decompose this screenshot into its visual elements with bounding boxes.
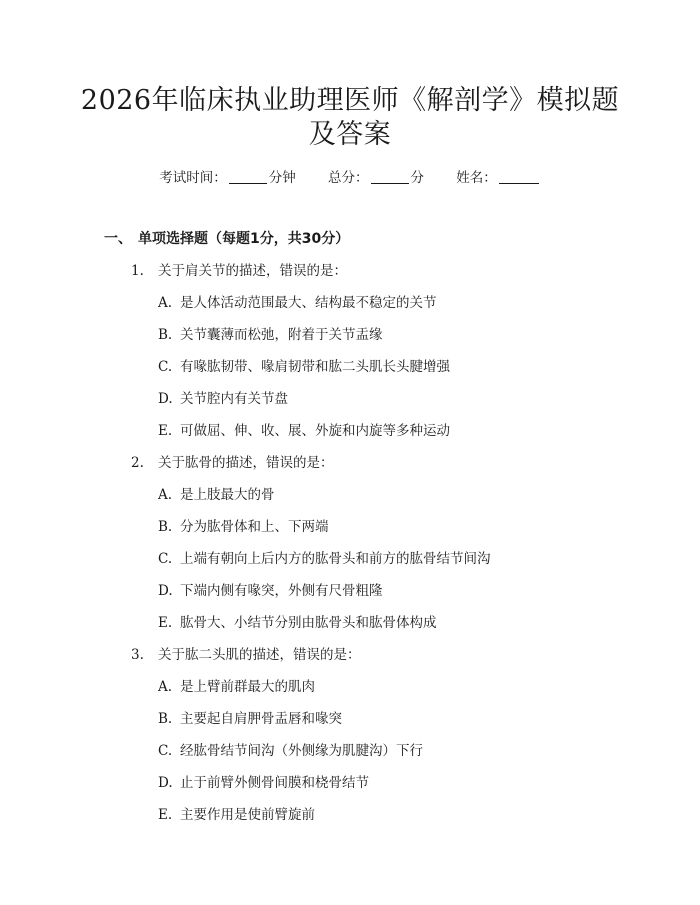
total-score-unit: 分 — [410, 170, 424, 186]
option-letter: B. — [158, 519, 173, 535]
question-3 — [131, 645, 361, 665]
option-text: 经肱骨结节间沟（外侧缘为肌腱沟）下行 — [180, 743, 423, 759]
option-letter: D. — [158, 583, 173, 599]
question-3-option-c — [158, 741, 423, 761]
option-letter: D. — [158, 391, 173, 407]
option-text: 上端有朝向上后内方的肱骨头和前方的肱骨结节间沟 — [180, 551, 491, 567]
option-letter: C. — [158, 359, 173, 375]
document-title-line-1: 2026年临床执业助理医师《解剖学》模拟题 — [80, 85, 620, 116]
option-letter: E. — [158, 615, 173, 631]
name-blank — [499, 169, 539, 184]
section-heading — [104, 229, 349, 249]
option-text: 止于前臂外侧骨间膜和桡骨结节 — [180, 775, 369, 791]
question-text: 关于肩关节的描述，错误的是： — [158, 263, 347, 279]
option-text: 主要起自肩胛骨盂唇和喙突 — [180, 711, 342, 727]
question-2-option-d — [158, 581, 383, 601]
question-1-option-a — [158, 293, 437, 313]
question-1-option-c — [158, 357, 450, 377]
question-text: 关于肱骨的描述，错误的是： — [158, 455, 334, 471]
option-text: 有喙肱韧带、喙肩韧带和肱二头肌长头腱增强 — [180, 359, 450, 375]
question-2 — [131, 453, 334, 473]
question-3-option-a — [158, 677, 315, 697]
option-text: 关节囊薄而松弛，附着于关节盂缘 — [180, 327, 383, 343]
question-1-option-b — [158, 325, 383, 345]
option-letter: B. — [158, 711, 173, 727]
question-1-option-d — [158, 389, 288, 409]
option-letter: A. — [158, 679, 173, 695]
option-letter: A. — [158, 487, 173, 503]
section-number: 一、 — [104, 231, 132, 247]
option-text: 是人体活动范围最大、结构最不稳定的关节 — [180, 295, 437, 311]
exam-info-line — [0, 168, 700, 188]
exam-time-unit: 分钟 — [268, 170, 296, 186]
name-label: 姓名： — [456, 170, 497, 186]
option-letter: E. — [158, 423, 173, 439]
option-text: 主要作用是使前臂旋前 — [180, 807, 315, 823]
total-score-blank — [371, 169, 409, 184]
total-score-field — [328, 168, 424, 188]
option-text: 是上肢最大的骨 — [180, 487, 275, 503]
option-text: 下端内侧有喙突，外侧有尺骨粗隆 — [180, 583, 383, 599]
question-2-option-a — [158, 485, 275, 505]
question-2-option-b — [158, 517, 329, 537]
option-letter: C. — [158, 743, 173, 759]
option-text: 关节腔内有关节盘 — [180, 391, 288, 407]
exam-time-blank — [229, 169, 267, 184]
question-number: 3. — [131, 647, 144, 663]
option-letter: C. — [158, 551, 173, 567]
option-text: 是上臂前群最大的肌肉 — [180, 679, 315, 695]
question-3-option-e — [158, 805, 315, 825]
document-title-line-2: 及答案 — [308, 119, 392, 150]
option-text: 分为肱骨体和上、下两端 — [180, 519, 329, 535]
exam-time-field — [159, 168, 296, 188]
question-number: 1. — [131, 263, 144, 279]
question-number: 2. — [131, 455, 144, 471]
total-score-label: 总分： — [328, 170, 369, 186]
question-1-option-e — [158, 421, 450, 441]
question-2-option-c — [158, 549, 491, 569]
option-text: 肱骨大、小结节分别由肱骨头和肱骨体构成 — [180, 615, 437, 631]
name-field — [456, 168, 541, 188]
option-letter: B. — [158, 327, 173, 343]
option-letter: A. — [158, 295, 173, 311]
option-letter: D. — [158, 775, 173, 791]
question-3-option-d — [158, 773, 369, 793]
question-1 — [131, 261, 347, 281]
question-2-option-e — [158, 613, 437, 633]
question-3-option-b — [158, 709, 342, 729]
question-text: 关于肱二头肌的描述，错误的是： — [158, 647, 361, 663]
option-text: 可做屈、伸、收、展、外旋和内旋等多种运动 — [180, 423, 450, 439]
option-letter: E. — [158, 807, 173, 823]
section-title: 单项选择题（每题1分，共30分） — [138, 231, 350, 247]
exam-time-label: 考试时间： — [159, 170, 227, 186]
